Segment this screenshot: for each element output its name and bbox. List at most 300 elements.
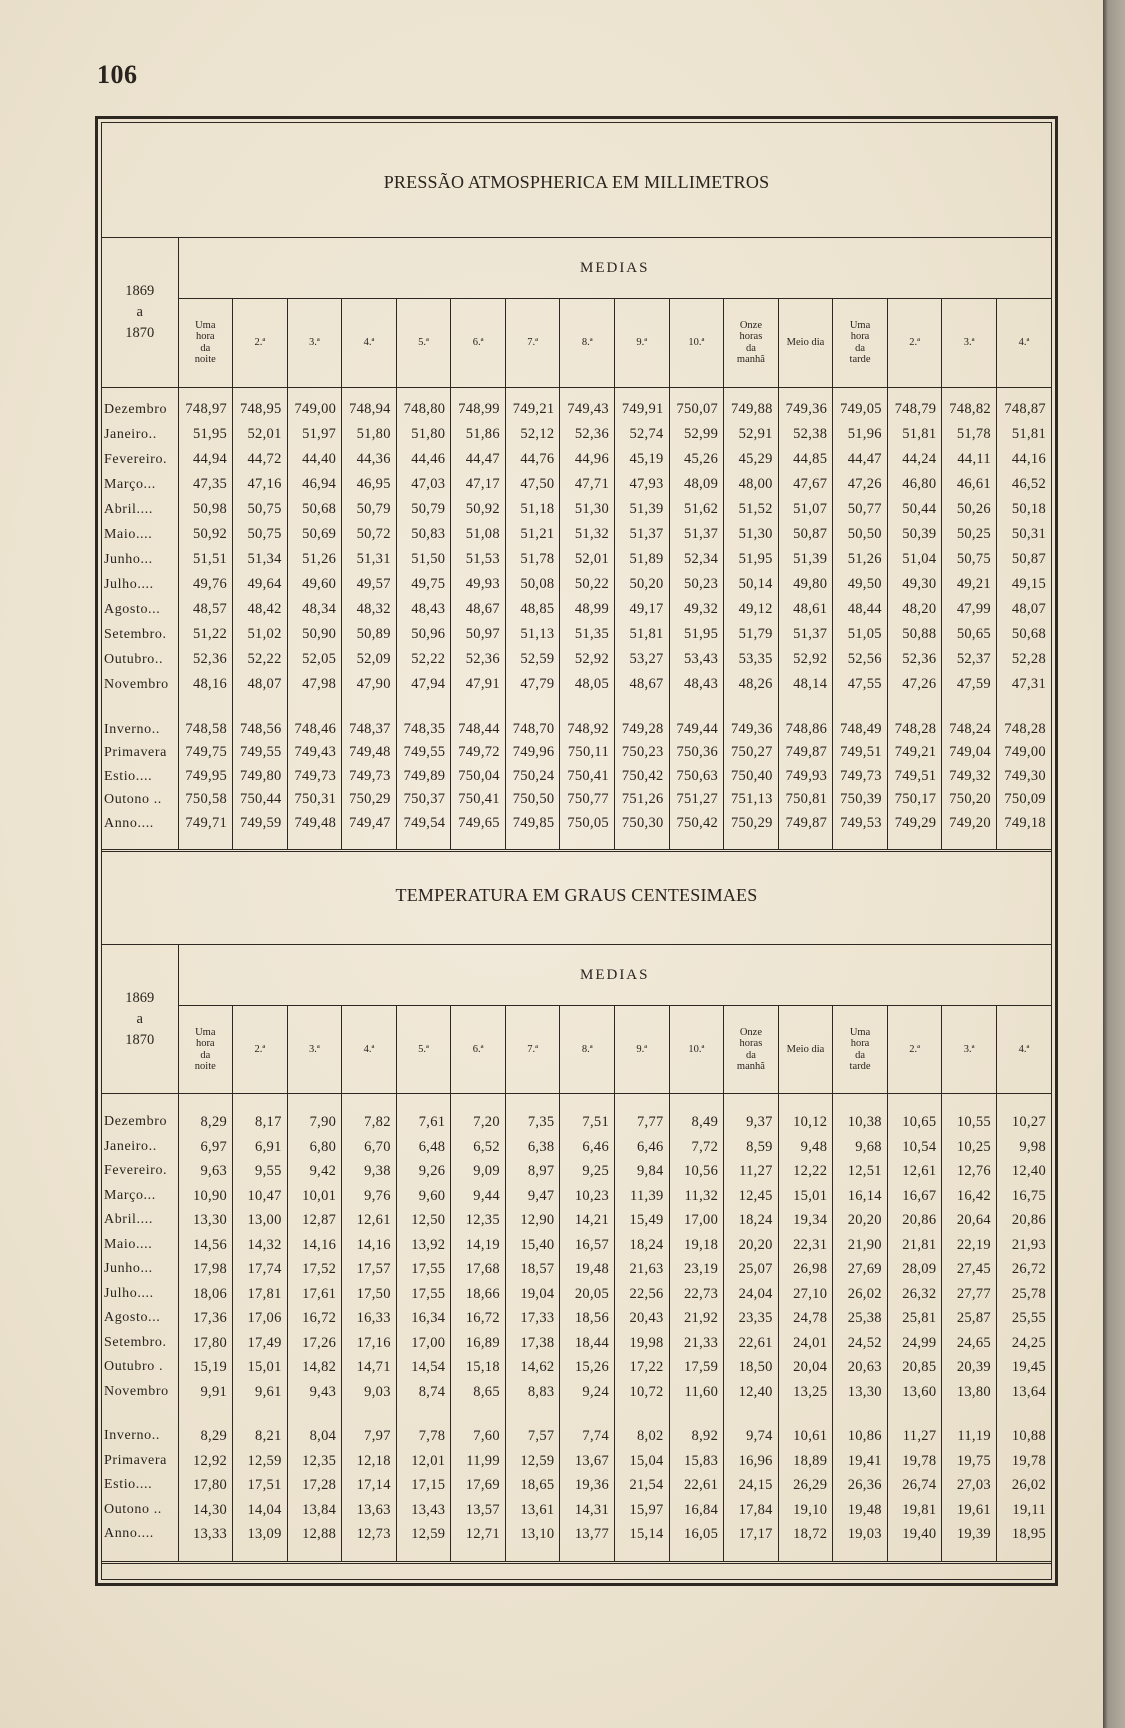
month-value: 52,56 bbox=[833, 647, 888, 672]
month-value: 28,09 bbox=[887, 1257, 942, 1282]
temperature-table bbox=[102, 944, 1051, 1564]
season-value: 748,86 bbox=[778, 707, 833, 741]
hour-label: 5.ª bbox=[418, 337, 429, 348]
month-value: 17,81 bbox=[233, 1282, 288, 1307]
season-row bbox=[102, 1414, 1051, 1449]
month-value: 49,64 bbox=[233, 572, 288, 597]
month-value: 50,08 bbox=[505, 572, 560, 597]
month-value: 52,01 bbox=[560, 547, 615, 572]
month-value: 15,01 bbox=[778, 1184, 833, 1209]
season-value: 751,26 bbox=[615, 788, 670, 812]
season-value: 11,27 bbox=[887, 1414, 942, 1449]
month-value: 26,98 bbox=[778, 1257, 833, 1282]
hour-label: Onze horas da manhã bbox=[736, 319, 765, 366]
month-value: 6,91 bbox=[233, 1135, 288, 1160]
month-value: 7,20 bbox=[451, 1094, 506, 1135]
season-value: 19,11 bbox=[996, 1498, 1051, 1523]
month-value: 9,38 bbox=[342, 1159, 397, 1184]
month-value: 24,25 bbox=[996, 1331, 1051, 1356]
month-value: 18,24 bbox=[615, 1233, 670, 1258]
hour-header bbox=[942, 299, 997, 388]
month-value: 52,36 bbox=[560, 422, 615, 447]
month-value: 9,68 bbox=[833, 1135, 888, 1160]
month-value: 24,99 bbox=[887, 1331, 942, 1356]
month-value: 16,75 bbox=[996, 1184, 1051, 1209]
month-value: 50,77 bbox=[833, 497, 888, 522]
month-value: 47,98 bbox=[287, 672, 342, 707]
month-value: 20,04 bbox=[778, 1355, 833, 1380]
hour-header bbox=[505, 1006, 560, 1094]
month-value: 13,30 bbox=[178, 1208, 233, 1233]
season-row bbox=[102, 765, 1051, 789]
month-value: 13,00 bbox=[233, 1208, 288, 1233]
season-value: 749,32 bbox=[942, 765, 997, 789]
season-value: 26,36 bbox=[833, 1473, 888, 1498]
month-value: 47,79 bbox=[505, 672, 560, 707]
season-value: 14,04 bbox=[233, 1498, 288, 1523]
month-value: 26,02 bbox=[833, 1282, 888, 1307]
hour-label: 7.ª bbox=[527, 1043, 539, 1055]
season-value: 17,15 bbox=[396, 1473, 451, 1498]
month-value: 51,80 bbox=[396, 422, 451, 447]
season-value: 8,04 bbox=[287, 1414, 342, 1449]
season-value: 749,80 bbox=[233, 765, 288, 789]
hour-label: 8.ª bbox=[581, 337, 593, 348]
month-value: 748,82 bbox=[942, 387, 997, 422]
month-value: 49,17 bbox=[615, 597, 670, 622]
hour-label: 10.ª bbox=[688, 337, 705, 348]
season-value: 750,58 bbox=[178, 788, 233, 812]
month-value: 13,64 bbox=[996, 1380, 1051, 1415]
month-value: 21,90 bbox=[833, 1233, 888, 1258]
hour-label: 4.ª bbox=[1018, 1043, 1030, 1055]
season-value: 8,92 bbox=[669, 1414, 724, 1449]
month-row bbox=[102, 647, 1051, 672]
month-value: 19,45 bbox=[996, 1355, 1051, 1380]
month-value: 11,39 bbox=[615, 1184, 670, 1209]
season-value: 750,20 bbox=[942, 788, 997, 812]
season-label: Outono .. bbox=[104, 792, 162, 807]
month-label: Novembro bbox=[104, 677, 169, 692]
season-value: 750,42 bbox=[615, 765, 670, 789]
hour-header bbox=[887, 1006, 942, 1094]
hour-label: 8.ª bbox=[581, 1043, 593, 1055]
month-value: 9,42 bbox=[287, 1159, 342, 1184]
hour-header bbox=[178, 299, 233, 388]
month-value: 14,54 bbox=[396, 1355, 451, 1380]
hour-label: 6.ª bbox=[472, 1043, 484, 1055]
month-value: 50,22 bbox=[560, 572, 615, 597]
month-value: 50,75 bbox=[233, 522, 288, 547]
month-value: 50,92 bbox=[178, 522, 233, 547]
month-value: 48,00 bbox=[724, 472, 779, 497]
month-value: 17,55 bbox=[396, 1257, 451, 1282]
hour-label: Uma hora da noite bbox=[194, 319, 216, 366]
month-row bbox=[102, 1184, 1051, 1209]
season-value: 749,72 bbox=[451, 741, 506, 765]
season-value: 7,57 bbox=[505, 1414, 560, 1449]
month-value: 26,72 bbox=[996, 1257, 1051, 1282]
month-row bbox=[102, 387, 1051, 422]
month-value: 17,33 bbox=[505, 1306, 560, 1331]
season-value: 749,30 bbox=[996, 765, 1051, 789]
month-value: 9,60 bbox=[396, 1184, 451, 1209]
month-value: 15,19 bbox=[178, 1355, 233, 1380]
season-value: 749,47 bbox=[342, 812, 397, 851]
season-value: 12,35 bbox=[287, 1449, 342, 1474]
season-value: 750,41 bbox=[451, 788, 506, 812]
month-row bbox=[102, 497, 1051, 522]
season-value: 749,93 bbox=[778, 765, 833, 789]
month-value: 50,75 bbox=[942, 547, 997, 572]
month-value: 25,78 bbox=[996, 1282, 1051, 1307]
pressure-seasons-body bbox=[102, 707, 1051, 851]
month-value: 44,11 bbox=[942, 447, 997, 472]
month-value: 749,00 bbox=[287, 387, 342, 422]
month-value: 17,22 bbox=[615, 1355, 670, 1380]
season-value: 12,18 bbox=[342, 1449, 397, 1474]
month-value: 10,25 bbox=[942, 1135, 997, 1160]
month-value: 24,65 bbox=[942, 1331, 997, 1356]
month-value: 20,85 bbox=[887, 1355, 942, 1380]
season-value: 15,04 bbox=[615, 1449, 670, 1474]
season-value: 750,09 bbox=[996, 788, 1051, 812]
hour-header bbox=[505, 299, 560, 388]
season-row bbox=[102, 1522, 1051, 1562]
season-value: 13,10 bbox=[505, 1522, 560, 1562]
hour-label: 5.ª bbox=[418, 1043, 429, 1055]
month-value: 47,67 bbox=[778, 472, 833, 497]
month-value: 51,08 bbox=[451, 522, 506, 547]
hour-header bbox=[942, 1006, 997, 1094]
month-label: Setembro. bbox=[104, 627, 167, 642]
hour-header bbox=[178, 1006, 233, 1094]
season-value: 748,35 bbox=[396, 707, 451, 741]
month-value: 50,20 bbox=[615, 572, 670, 597]
month-value: 17,06 bbox=[233, 1306, 288, 1331]
month-value: 748,99 bbox=[451, 387, 506, 422]
season-value: 8,21 bbox=[233, 1414, 288, 1449]
season-value: 749,29 bbox=[887, 812, 942, 851]
season-value: 750,50 bbox=[505, 788, 560, 812]
season-value: 12,92 bbox=[178, 1449, 233, 1474]
season-value: 19,36 bbox=[560, 1473, 615, 1498]
season-row bbox=[102, 1473, 1051, 1498]
year-connector: a bbox=[136, 303, 143, 320]
month-value: 51,39 bbox=[778, 547, 833, 572]
month-value: 10,27 bbox=[996, 1094, 1051, 1135]
year-end: 1870 bbox=[125, 1031, 155, 1048]
month-value: 50,87 bbox=[996, 547, 1051, 572]
season-value: 749,43 bbox=[287, 741, 342, 765]
month-value: 52,01 bbox=[233, 422, 288, 447]
month-value: 48,57 bbox=[178, 597, 233, 622]
month-value: 10,01 bbox=[287, 1184, 342, 1209]
month-value: 19,48 bbox=[560, 1257, 615, 1282]
month-value: 49,75 bbox=[396, 572, 451, 597]
hour-header bbox=[233, 1006, 288, 1094]
season-value: 13,61 bbox=[505, 1498, 560, 1523]
month-value: 27,77 bbox=[942, 1282, 997, 1307]
month-value: 47,35 bbox=[178, 472, 233, 497]
season-value: 749,54 bbox=[396, 812, 451, 851]
season-value: 13,63 bbox=[342, 1498, 397, 1523]
season-value: 13,33 bbox=[178, 1522, 233, 1562]
month-value: 53,43 bbox=[669, 647, 724, 672]
month-value: 48,85 bbox=[505, 597, 560, 622]
month-value: 9,47 bbox=[505, 1184, 560, 1209]
month-value: 15,40 bbox=[505, 1233, 560, 1258]
month-value: 6,48 bbox=[396, 1135, 451, 1160]
season-value: 15,97 bbox=[615, 1498, 670, 1523]
month-value: 24,78 bbox=[778, 1306, 833, 1331]
hour-header bbox=[669, 1006, 724, 1094]
month-value: 13,30 bbox=[833, 1380, 888, 1415]
temperature-medias-row bbox=[102, 945, 1051, 1006]
month-row bbox=[102, 472, 1051, 497]
hour-label: Uma hora da tarde bbox=[849, 319, 871, 366]
month-value: 51,50 bbox=[396, 547, 451, 572]
month-label: Outubro . bbox=[104, 1359, 164, 1374]
hour-header bbox=[833, 299, 888, 388]
month-value: 20,86 bbox=[887, 1208, 942, 1233]
month-value: 23,35 bbox=[724, 1306, 779, 1331]
season-value: 16,05 bbox=[669, 1522, 724, 1562]
month-value: 749,36 bbox=[778, 387, 833, 422]
season-value: 750,29 bbox=[342, 788, 397, 812]
month-value: 47,59 bbox=[942, 672, 997, 707]
month-value: 8,97 bbox=[505, 1159, 560, 1184]
month-value: 11,27 bbox=[724, 1159, 779, 1184]
month-value: 8,83 bbox=[505, 1380, 560, 1415]
month-value: 47,50 bbox=[505, 472, 560, 497]
hour-label: 4.ª bbox=[363, 1043, 375, 1055]
month-value: 44,85 bbox=[778, 447, 833, 472]
month-value: 51,30 bbox=[724, 522, 779, 547]
season-value: 17,69 bbox=[451, 1473, 506, 1498]
month-value: 18,66 bbox=[451, 1282, 506, 1307]
year-start: 1869 bbox=[125, 989, 155, 1006]
season-value: 749,85 bbox=[505, 812, 560, 851]
season-value: 13,67 bbox=[560, 1449, 615, 1474]
season-value: 748,44 bbox=[451, 707, 506, 741]
month-value: 17,59 bbox=[669, 1355, 724, 1380]
month-value: 749,88 bbox=[724, 387, 779, 422]
season-value: 749,48 bbox=[342, 741, 397, 765]
month-value: 44,46 bbox=[396, 447, 451, 472]
season-label: Anno.... bbox=[102, 812, 178, 851]
month-row bbox=[102, 1306, 1051, 1331]
hour-label: Uma hora da tarde bbox=[849, 1026, 871, 1072]
month-label: Dezembro bbox=[104, 1114, 168, 1129]
season-value: 748,28 bbox=[887, 707, 942, 741]
hour-label: 4.ª bbox=[1018, 337, 1030, 348]
month-value: 10,38 bbox=[833, 1094, 888, 1135]
month-value: 48,07 bbox=[996, 597, 1051, 622]
season-value: 749,48 bbox=[287, 812, 342, 851]
season-value: 750,37 bbox=[396, 788, 451, 812]
month-value: 49,57 bbox=[342, 572, 397, 597]
month-label: Setembro. bbox=[104, 1334, 167, 1350]
month-value: 48,32 bbox=[342, 597, 397, 622]
month-value: 10,54 bbox=[887, 1135, 942, 1160]
season-value: 750,40 bbox=[724, 765, 779, 789]
month-value: 51,95 bbox=[669, 622, 724, 647]
season-value: 749,04 bbox=[942, 741, 997, 765]
month-value: 25,38 bbox=[833, 1306, 888, 1331]
month-value: 12,40 bbox=[724, 1380, 779, 1415]
pressure-table bbox=[102, 237, 1051, 852]
season-value: 19,41 bbox=[833, 1449, 888, 1474]
month-value: 47,26 bbox=[887, 672, 942, 707]
month-value: 12,35 bbox=[451, 1208, 506, 1233]
month-value: 9,84 bbox=[615, 1159, 670, 1184]
month-value: 6,70 bbox=[342, 1135, 397, 1160]
month-value: 11,60 bbox=[669, 1380, 724, 1415]
month-row bbox=[102, 1208, 1051, 1233]
month-value: 52,74 bbox=[615, 422, 670, 447]
season-value: 17,80 bbox=[178, 1473, 233, 1498]
month-value: 50,14 bbox=[724, 572, 779, 597]
season-value: 13,43 bbox=[396, 1498, 451, 1523]
season-value: 749,71 bbox=[178, 812, 233, 851]
month-value: 51,96 bbox=[833, 422, 888, 447]
month-value: 50,87 bbox=[778, 522, 833, 547]
month-value: 45,26 bbox=[669, 447, 724, 472]
month-value: 10,55 bbox=[942, 1094, 997, 1135]
month-row bbox=[102, 547, 1051, 572]
month-value: 7,51 bbox=[560, 1094, 615, 1135]
month-row bbox=[102, 1094, 1051, 1135]
season-value: 13,77 bbox=[560, 1522, 615, 1562]
month-value: 20,39 bbox=[942, 1355, 997, 1380]
month-label: Janeiro.. bbox=[104, 1138, 157, 1154]
hour-header bbox=[996, 1006, 1051, 1094]
month-value: 48,07 bbox=[233, 672, 288, 707]
month-value: 51,34 bbox=[233, 547, 288, 572]
season-value: 12,73 bbox=[342, 1522, 397, 1562]
month-value: 48,43 bbox=[396, 597, 451, 622]
month-value: 9,25 bbox=[560, 1159, 615, 1184]
season-value: 19,81 bbox=[887, 1498, 942, 1523]
hour-label: 4.ª bbox=[363, 337, 375, 348]
month-value: 17,00 bbox=[396, 1331, 451, 1356]
month-value: 12,45 bbox=[724, 1184, 779, 1209]
temperature-months-body bbox=[102, 1094, 1051, 1415]
season-value: 24,15 bbox=[724, 1473, 779, 1498]
month-value: 16,72 bbox=[451, 1306, 506, 1331]
season-value: 12,59 bbox=[233, 1449, 288, 1474]
month-value: 44,76 bbox=[505, 447, 560, 472]
season-value: 15,14 bbox=[615, 1522, 670, 1562]
month-value: 49,32 bbox=[669, 597, 724, 622]
month-value: 25,55 bbox=[996, 1306, 1051, 1331]
season-value: 12,88 bbox=[287, 1522, 342, 1562]
month-value: 14,16 bbox=[342, 1233, 397, 1258]
month-value: 12,76 bbox=[942, 1159, 997, 1184]
month-value: 7,35 bbox=[505, 1094, 560, 1135]
hour-header bbox=[724, 299, 779, 388]
month-value: 9,37 bbox=[724, 1094, 779, 1135]
month-value: 47,93 bbox=[615, 472, 670, 497]
month-value: 51,22 bbox=[178, 622, 233, 647]
season-value: 18,72 bbox=[778, 1522, 833, 1562]
season-value: 750,23 bbox=[615, 741, 670, 765]
month-label: Maio.... bbox=[104, 1236, 153, 1252]
month-value: 20,05 bbox=[560, 1282, 615, 1307]
month-value: 50,97 bbox=[451, 622, 506, 647]
season-value: 748,92 bbox=[560, 707, 615, 741]
month-value: 22,61 bbox=[724, 1331, 779, 1356]
season-value: 13,57 bbox=[451, 1498, 506, 1523]
hour-header bbox=[396, 1006, 451, 1094]
month-value: 6,38 bbox=[505, 1135, 560, 1160]
month-value: 17,68 bbox=[451, 1257, 506, 1282]
season-value: 750,42 bbox=[669, 812, 724, 851]
season-value: 749,73 bbox=[342, 765, 397, 789]
month-value: 50,69 bbox=[287, 522, 342, 547]
season-value: 17,14 bbox=[342, 1473, 397, 1498]
month-value: 49,50 bbox=[833, 572, 888, 597]
season-value: 749,00 bbox=[996, 741, 1051, 765]
month-value: 7,61 bbox=[396, 1094, 451, 1135]
hour-header bbox=[778, 299, 833, 388]
season-value: 12,59 bbox=[396, 1522, 451, 1562]
month-value: 16,34 bbox=[396, 1306, 451, 1331]
month-value: 27,69 bbox=[833, 1257, 888, 1282]
month-value: 51,32 bbox=[560, 522, 615, 547]
month-value: 49,76 bbox=[178, 572, 233, 597]
season-value: 750,29 bbox=[724, 812, 779, 851]
season-value: 749,89 bbox=[396, 765, 451, 789]
month-label: Maio.... bbox=[104, 527, 153, 542]
month-value: 51,52 bbox=[724, 497, 779, 522]
season-value: 748,24 bbox=[942, 707, 997, 741]
month-row bbox=[102, 1159, 1051, 1184]
season-value: 750,39 bbox=[833, 788, 888, 812]
month-value: 17,74 bbox=[233, 1257, 288, 1282]
season-label: Anno.... bbox=[102, 1522, 178, 1562]
season-row bbox=[102, 812, 1051, 851]
month-value: 8,59 bbox=[724, 1135, 779, 1160]
month-value: 749,21 bbox=[505, 387, 560, 422]
month-row bbox=[102, 572, 1051, 597]
month-value: 47,91 bbox=[451, 672, 506, 707]
month-value: 13,92 bbox=[396, 1233, 451, 1258]
hour-header bbox=[615, 299, 670, 388]
month-value: 47,55 bbox=[833, 672, 888, 707]
month-value: 10,12 bbox=[778, 1094, 833, 1135]
season-value: 749,55 bbox=[396, 741, 451, 765]
season-value: 749,20 bbox=[942, 812, 997, 851]
season-value: 7,60 bbox=[451, 1414, 506, 1449]
hour-header bbox=[287, 1006, 342, 1094]
month-value: 19,34 bbox=[778, 1208, 833, 1233]
month-value: 10,72 bbox=[615, 1380, 670, 1415]
month-label: Abril.... bbox=[104, 502, 153, 517]
season-value: 19,61 bbox=[942, 1498, 997, 1523]
season-value: 17,17 bbox=[724, 1522, 779, 1562]
month-value: 48,99 bbox=[560, 597, 615, 622]
month-value: 12,87 bbox=[287, 1208, 342, 1233]
month-label: Agosto... bbox=[104, 1310, 161, 1325]
month-row bbox=[102, 1282, 1051, 1307]
month-value: 7,82 bbox=[342, 1094, 397, 1135]
month-value: 48,44 bbox=[833, 597, 888, 622]
month-value: 21,63 bbox=[615, 1257, 670, 1282]
month-value: 51,97 bbox=[287, 422, 342, 447]
month-value: 25,07 bbox=[724, 1257, 779, 1282]
